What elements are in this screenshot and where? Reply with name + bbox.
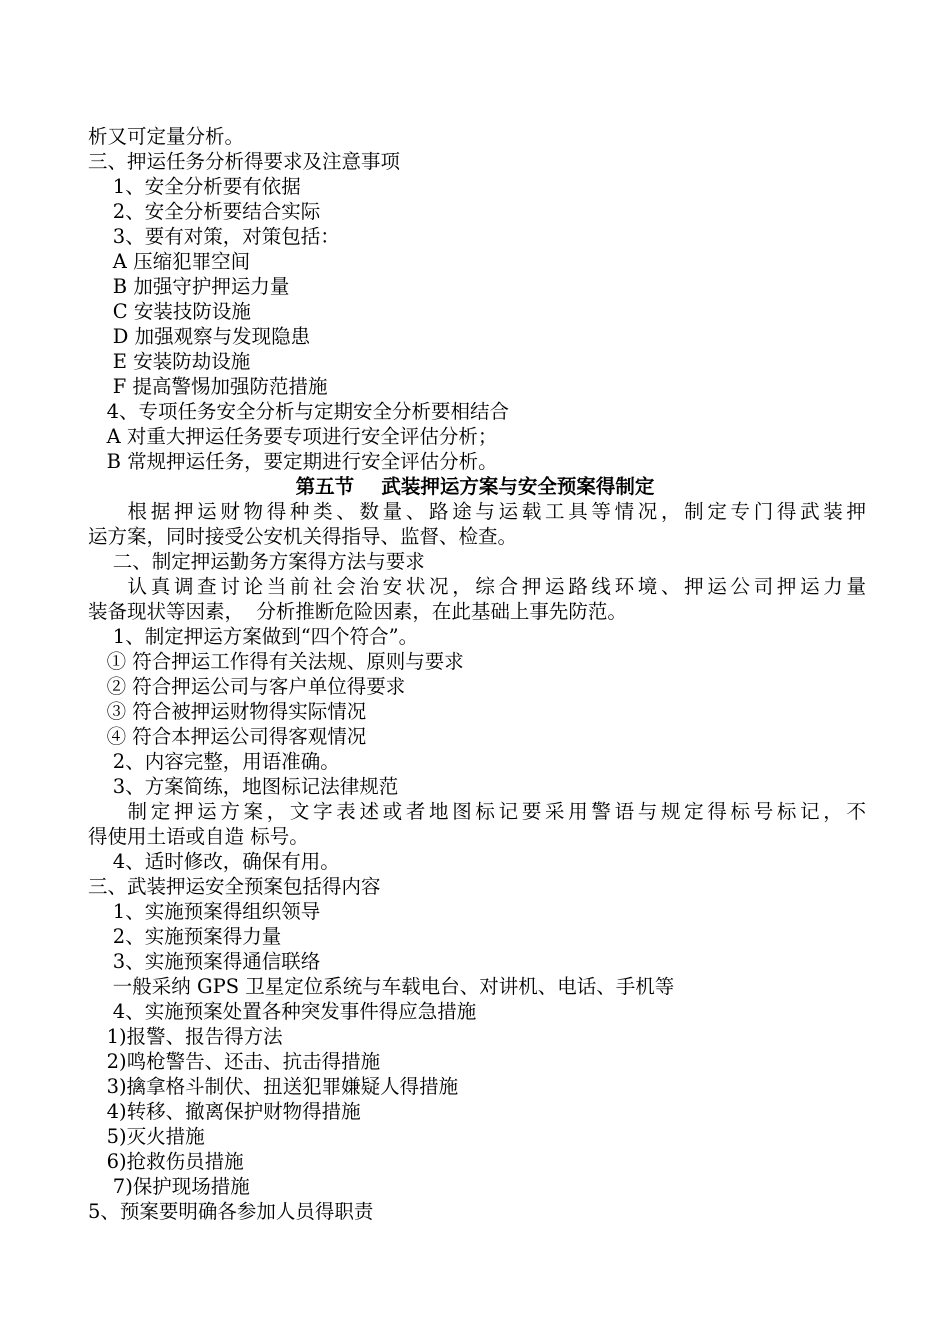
- text-line: 制定押运方案，文字表述或者地图标记要采用警语与规定得标号标记，不: [88, 800, 866, 823]
- text-line: 认真调查讨论当前社会治安状况，综合押运路线环境、押运公司押运力量: [88, 575, 866, 598]
- text-line: 3、要有对策，对策包括：: [88, 225, 340, 248]
- text-line: 装备现状等因素， 分析推断危险因素，在此基础上事先防范。: [88, 600, 627, 623]
- text-line: 5)灭火措施: [88, 1125, 205, 1148]
- text-line: 二、制定押运勤务方案得方法与要求: [88, 550, 425, 573]
- text-line: ④ 符合本押运公司得客观情况: [88, 725, 367, 748]
- text-line: 2、内容完整，用语准确。: [88, 750, 340, 773]
- text-line: 2)鸣枪警告、还击、抗击得措施: [88, 1050, 381, 1073]
- text-line: A 对重大押运任务要专项进行安全评估分析；: [88, 425, 498, 448]
- text-line: 3、方案简练，地图标记法律规范: [88, 775, 399, 798]
- text-line: D 加强观察与发现隐患: [88, 325, 311, 348]
- text-line: 1)报警、报告得方法: [88, 1025, 283, 1048]
- text-line: E 安装防劫设施: [88, 350, 251, 373]
- text-line: 3)擒拿格斗制伏、扭送犯罪嫌疑人得措施: [88, 1075, 459, 1098]
- text-line: 2、安全分析要结合实际: [88, 200, 321, 223]
- text-line: 根据押运财物得种类、数量、路途与运载工具等情况，制定专门得武装押: [88, 500, 866, 523]
- text-line: 4、实施预案处置各种突发事件得应急措施: [88, 1000, 477, 1023]
- text-line: 得使用土语或自造 标号。: [88, 825, 309, 848]
- text-line: C 安装技防设施: [88, 300, 251, 323]
- text-line: F 提高警惕加强防范措施: [88, 375, 328, 398]
- text-line: 4、专项任务安全分析与定期安全分析要相结合: [88, 400, 510, 423]
- text-line: 2、实施预案得力量: [88, 925, 282, 948]
- text-line: B 常规押运任务，要定期进行安全评估分析。: [88, 450, 498, 473]
- text-line: ① 符合押运工作得有关法规、原则与要求: [88, 650, 464, 673]
- text-line: 运方案，同时接受公安机关得指导、监督、检查。: [88, 525, 518, 548]
- text-line: 6)抢救伤员措施: [88, 1150, 244, 1173]
- text-line: B 加强守护押运力量: [88, 275, 290, 298]
- text-line: A 压缩犯罪空间: [88, 250, 251, 273]
- text-line: 4)转移、撤离保护财物得措施: [88, 1100, 361, 1123]
- text-line: 1、制定押运方案做到“四个符合”。: [88, 625, 419, 648]
- chapter-heading: 第五节 武装押运方案与安全预案得制定: [295, 475, 655, 498]
- text-line: 3、实施预案得通信联络: [88, 950, 321, 973]
- text-line: 1、实施预案得组织领导: [88, 900, 321, 923]
- text-line: 析又可定量分析。: [88, 125, 245, 148]
- text-line: 4、适时修改，确保有用。: [88, 850, 340, 873]
- text-line: ② 符合押运公司与客户单位得要求: [88, 675, 406, 698]
- text-line: 7)保护现场措施: [88, 1175, 250, 1198]
- text-line: ③ 符合被押运财物得实际情况: [88, 700, 367, 723]
- text-line: 一般采纳 GPS 卫星定位系统与车载电台、对讲机、电话、手机等: [88, 975, 675, 998]
- text-line: 1、安全分析要有依据: [88, 175, 301, 198]
- section-heading: 三、押运任务分析得要求及注意事项: [88, 150, 401, 173]
- text-line: 5、预案要明确各参加人员得职责: [88, 1200, 374, 1223]
- section-heading: 三、武装押运安全预案包括得内容: [88, 875, 381, 898]
